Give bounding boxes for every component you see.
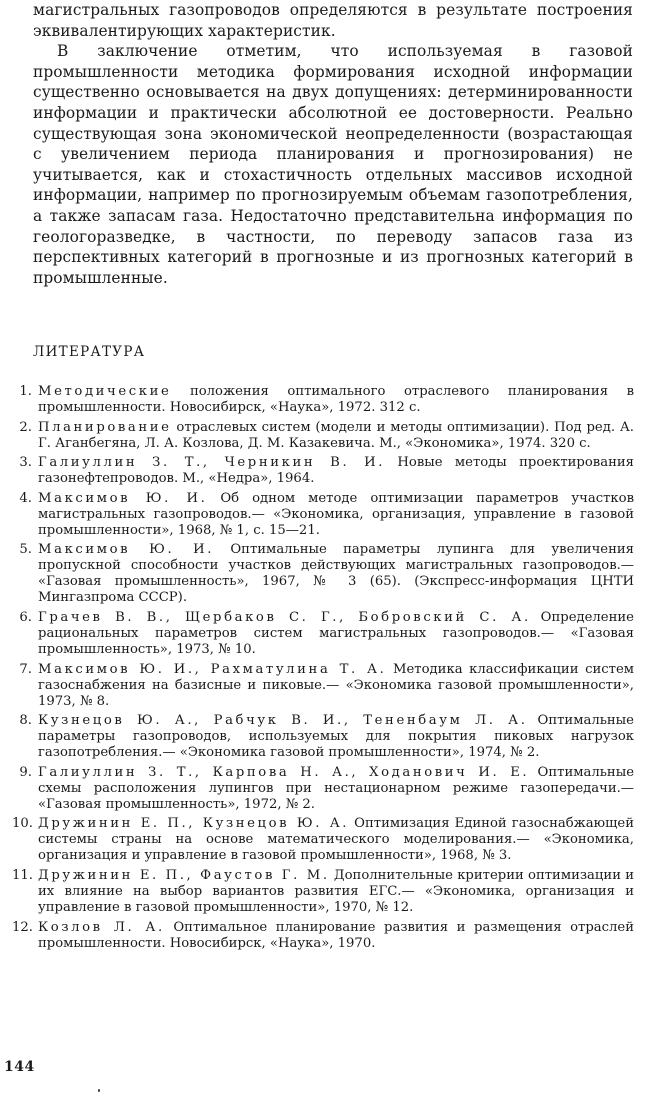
reference-details: Методика классификации систем газоснабжения на базисные и пиковые.— «Экономика газовой промышленности», 1973, № 8. [38, 661, 635, 709]
reference-details: Об одном методе оптимизации параметров участков магистральных газопроводов.— «Экономика, организация, управление в газовой промышленности», 1968, № 1, с. 15—21. [38, 490, 634, 538]
reference-item [12, 816, 634, 864]
reference-authors: Максимов Ю. И. [38, 542, 215, 558]
body-text [33, 0, 633, 288]
reference-item [12, 662, 634, 710]
reference-item [12, 868, 634, 916]
reference-number: 10. [12, 816, 33, 832]
reference-details: Оптимальные параметры лупинга для увеличения пропускной способности участков действующих магистральных газопроводов.— «Газовая промышленность», 1967, № 3 (65). (Экспресс-информация ЦНТИ Мингазпрома СССР). [38, 542, 634, 606]
reference-authors: Галиуллин З. Т., Карпова Н. А., Ходанович И. Е. [38, 764, 530, 780]
reference-item [12, 920, 634, 952]
reference-number: 4. [19, 490, 32, 506]
reference-item [12, 384, 634, 416]
reference-item [12, 420, 634, 452]
reference-text [38, 765, 634, 813]
reference-text [38, 455, 634, 487]
reference-authors: Планирование [38, 419, 172, 435]
reference-list [12, 384, 634, 955]
reference-details: положения оптимального отраслевого планирования в промышленности. Новосибирск, «Наука», 1972. 312 с. [38, 384, 634, 415]
reference-number: 8. [19, 713, 32, 729]
reference-text [38, 920, 634, 952]
reference-item [12, 610, 634, 658]
paragraph-conclusion: В заключение отметим, что используемая в газовой промышленности методика формирования исходной информации существенно основывается на двух допущениях: детерминированности информации и практически абсолютной ее достоверности. Реально существующая зона экономической неопределенности (возрастающая с увеличением периода планирования и прогнозирования) не учитывается, как и стохастичность отдельных массивов исходной информации, например по прогнозируемым объемам газопотребления, а также запасам газа. Недостаточно представительна информация по геологоразведке, в частности, по переводу запасов газа из перспективных категорий в прогнозные и из прогнозных категорий в промышленные. [33, 42, 633, 287]
reference-details: Оптимальные схемы расположения лупингов при нестационарном режиме газопередачи.— «Газовая промышленность», 1972, № 2. [38, 764, 635, 812]
reference-text [38, 868, 634, 916]
reference-text [38, 816, 634, 864]
reference-text [38, 662, 634, 710]
reference-details: Оптимизация Единой газоснабжающей системы страны на основе математического моделирования.— «Экономика, организация и управление в газовой промышленности», 1968, № 3. [38, 816, 634, 864]
reference-number: 3. [19, 455, 32, 471]
reference-number: 12. [12, 919, 33, 935]
reference-item [12, 542, 634, 606]
reference-item [12, 713, 634, 761]
print-speck [98, 1089, 100, 1092]
reference-details: отраслевых систем (модели и методы оптимизации). Под ред. А. Г. Аганбегяна, Л. А. Козлова, Д. М. Казакевича. М., «Экономика», 1974. 320 с. [38, 419, 634, 451]
reference-text [38, 542, 634, 606]
reference-details: Оптимальное планирование развития и размещения отраслей промышленности. Новосибирск, «Наука», 1970. [38, 919, 635, 951]
reference-authors: Козлов Л. А. [38, 919, 165, 935]
reference-authors: Галиуллин З. Т., Черникин В. И. [38, 455, 386, 471]
reference-number: 5. [19, 542, 32, 558]
reference-details: Дополнительные критерии оптимизации и их влияние на выбор вариантов развития ЕГС.— «Экономика, организация и управление в газовой промышленности», 1970, № 12. [38, 867, 634, 915]
reference-text [38, 420, 634, 452]
paragraph-continuation: магистральных газопроводов определяются в результате построения эквивалентирующих характеристик. [33, 1, 633, 40]
reference-text [38, 713, 634, 761]
reference-authors: Дружинин Е. П., Фаустов Г. М. [38, 867, 330, 883]
literature-heading: ЛИТЕРАТУРА [33, 344, 146, 360]
reference-authors: Грачев В. В., Щербаков С. Г., Бобровский С. А. [38, 609, 531, 625]
reference-authors: Максимов Ю. И. [38, 490, 208, 506]
reference-number: 6. [19, 609, 32, 625]
reference-number: 9. [19, 764, 32, 780]
reference-authors: Максимов Ю. И., Рахматулина Т. А. [38, 661, 387, 677]
reference-number: 7. [19, 661, 32, 677]
reference-authors: Кузнецов Ю. А., Рабчук В. И., Тененбаум Л. А. [38, 713, 528, 729]
reference-text [38, 610, 634, 658]
reference-details: Новые методы проектирования газонефтепроводов. М., «Недра», 1964. [38, 455, 634, 487]
reference-details: Определение рациональных параметров систем магистральных газопроводов.— «Газовая промышленность», 1973, № 10. [38, 609, 634, 657]
reference-item [12, 765, 634, 813]
reference-authors: Методические [38, 384, 172, 399]
reference-item [12, 491, 634, 539]
reference-item [12, 455, 634, 487]
reference-number: 2. [19, 419, 32, 435]
reference-authors: Дружинин Е. П., Кузнецов Ю. А. [38, 816, 350, 832]
reference-number: 1. [19, 384, 32, 399]
reference-text [38, 384, 634, 416]
reference-number: 11. [12, 867, 33, 883]
reference-text [38, 491, 634, 539]
page-number: 144 [4, 1059, 35, 1075]
reference-details: Оптимальные параметры газопроводов, используемых для покрытия пиковых нагрузок газопотребления.— «Экономика газовой промышленности», 1974, № 2. [38, 713, 634, 761]
